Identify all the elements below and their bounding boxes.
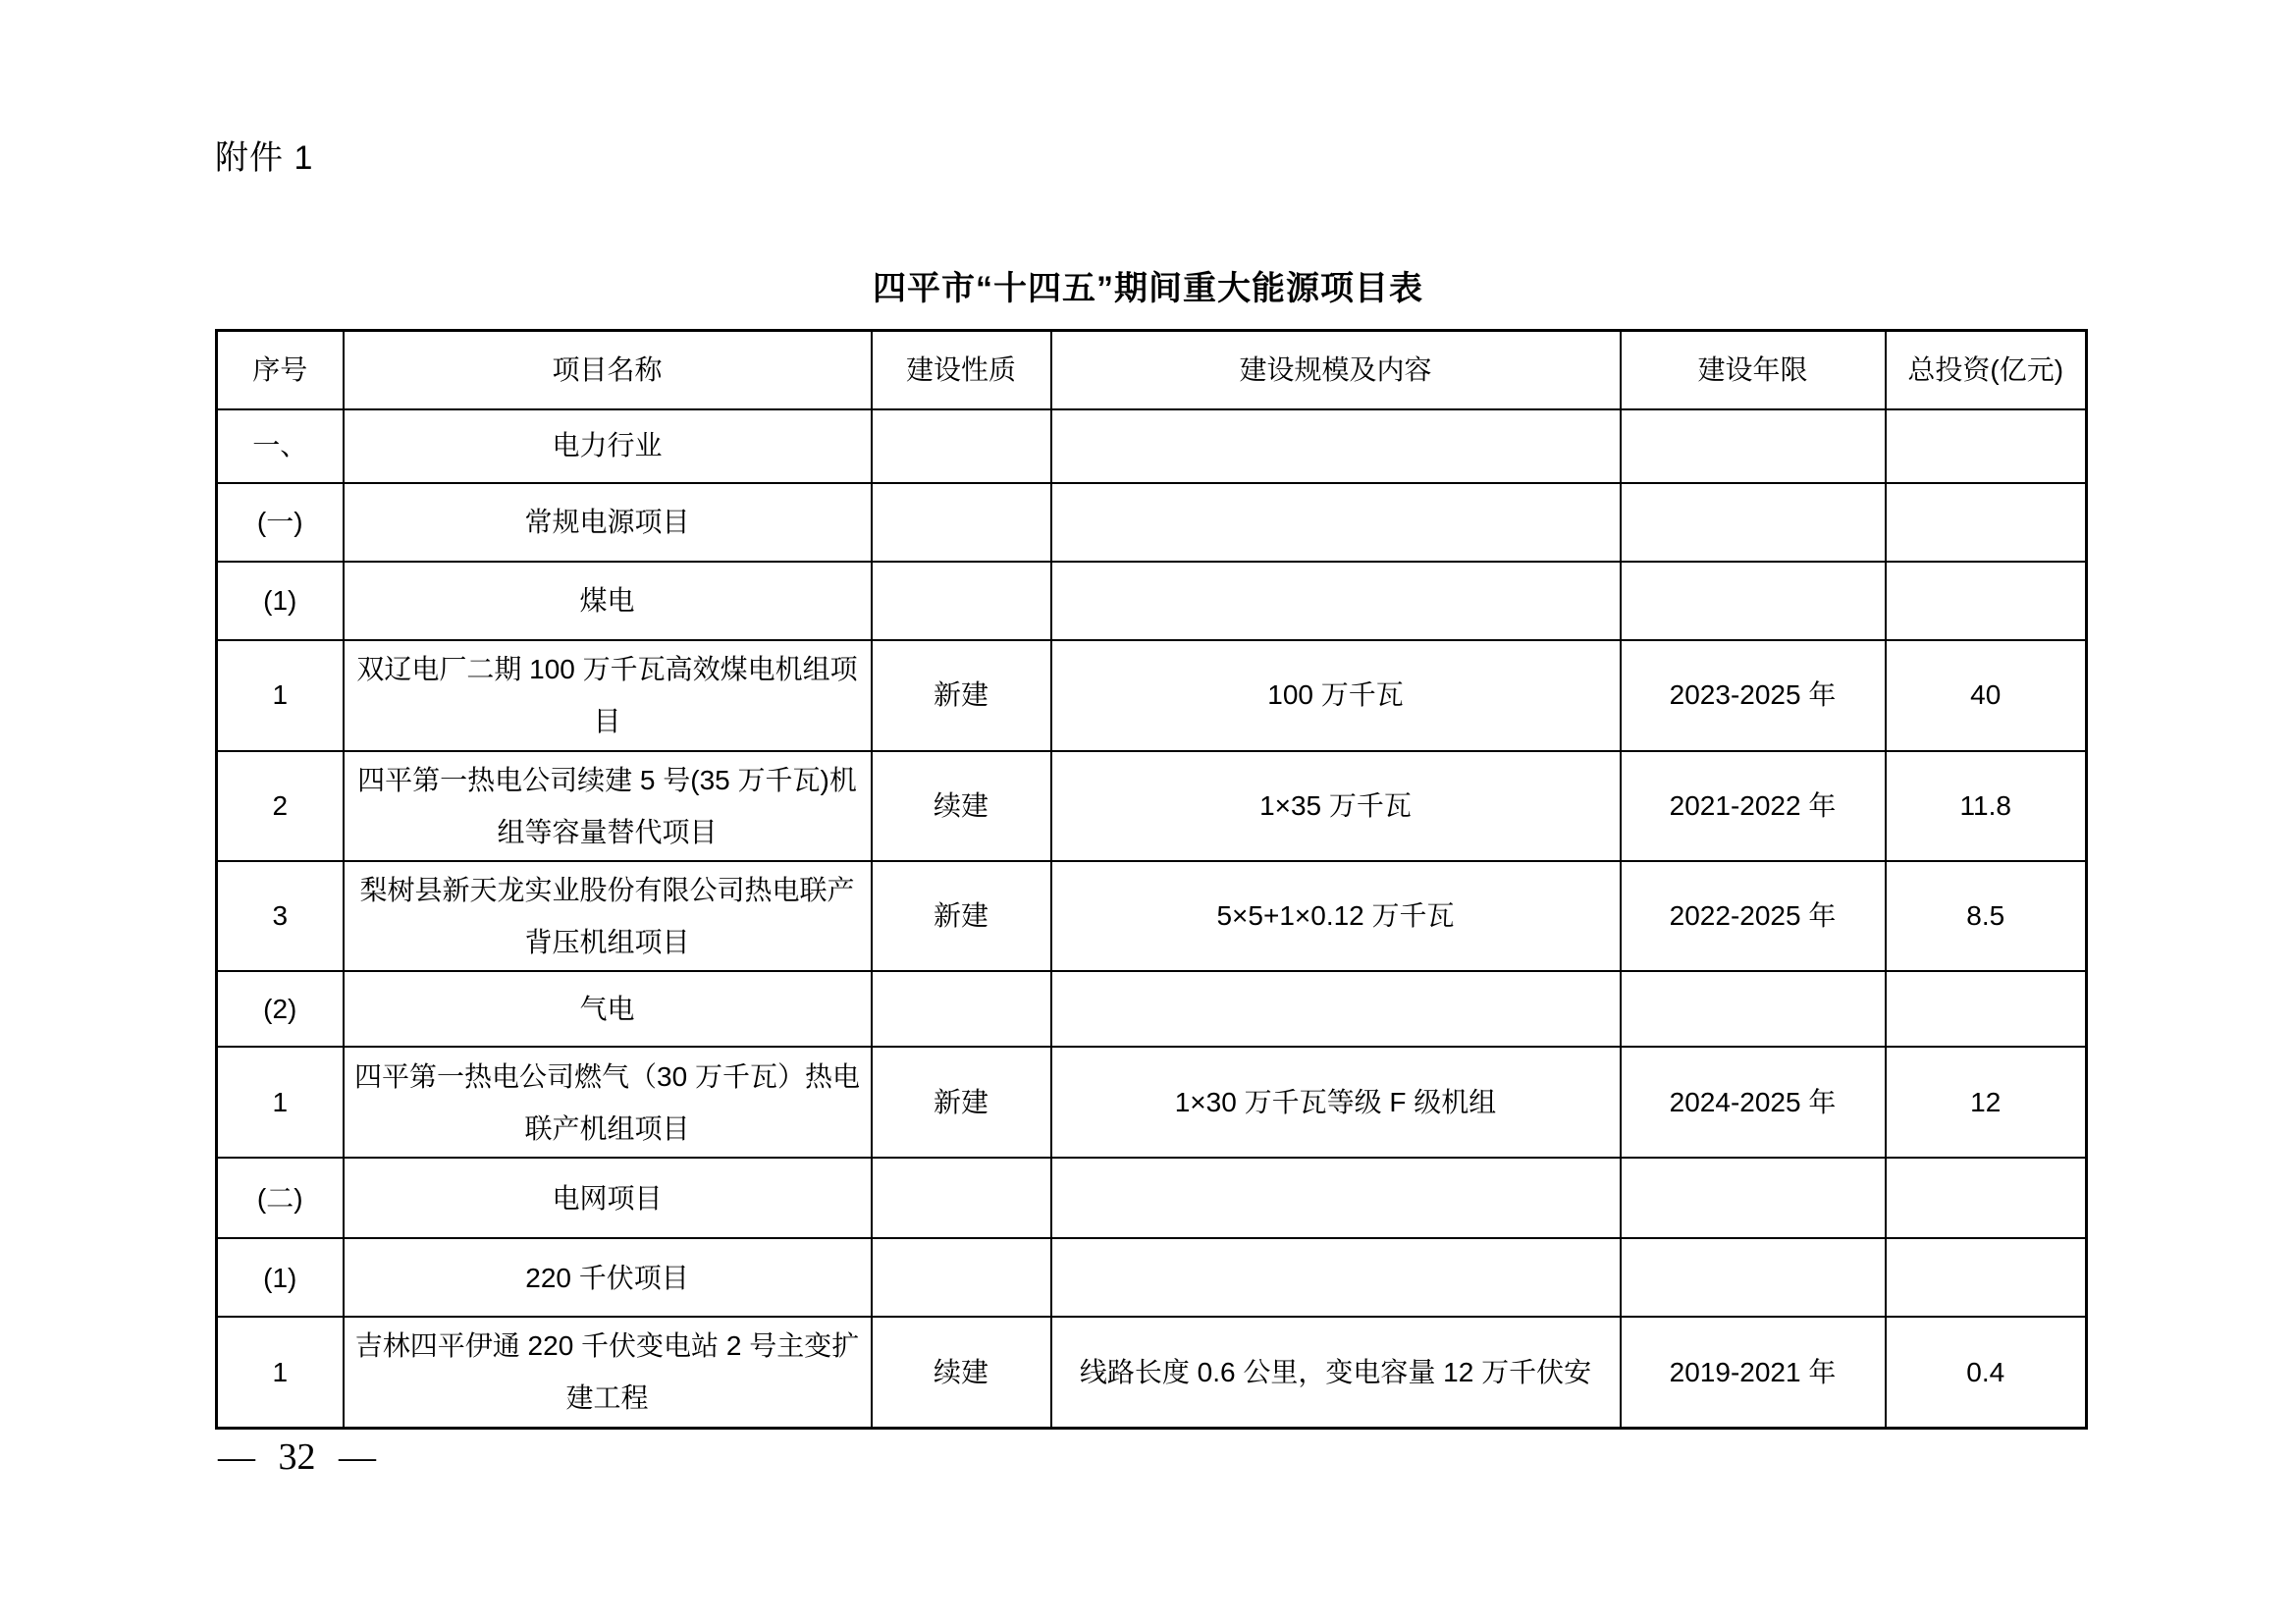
table-cell: (一) bbox=[217, 483, 344, 562]
table-cell: 1 bbox=[217, 640, 344, 751]
table-cell bbox=[1621, 971, 1886, 1047]
table-cell: 四平第一热电公司燃气（30 万千瓦）热电联产机组项目 bbox=[344, 1047, 872, 1158]
table-cell bbox=[1621, 409, 1886, 483]
attachment-label: 附件 1 bbox=[215, 139, 314, 177]
table-cell: 梨树县新天龙实业股份有限公司热电联产背压机组项目 bbox=[344, 861, 872, 971]
table-cell bbox=[1886, 409, 2087, 483]
table-cell bbox=[872, 483, 1051, 562]
table-cell: (2) bbox=[217, 971, 344, 1047]
table-row bbox=[217, 409, 2087, 483]
table-cell bbox=[1886, 562, 2087, 640]
table-row bbox=[217, 1317, 2087, 1428]
page-number: — 32 — bbox=[218, 1436, 376, 1478]
table-row bbox=[217, 861, 2087, 971]
table-cell: 1×30 万千瓦等级 F 级机组 bbox=[1051, 1047, 1621, 1158]
table-cell bbox=[1886, 483, 2087, 562]
table-cell: 220 千伏项目 bbox=[344, 1238, 872, 1317]
table-cell: (1) bbox=[217, 1238, 344, 1317]
table-cell: 续建 bbox=[872, 751, 1051, 861]
table-row bbox=[217, 971, 2087, 1047]
table-cell bbox=[1621, 1158, 1886, 1238]
table-cell: 煤电 bbox=[344, 562, 872, 640]
table-cell bbox=[1886, 1158, 2087, 1238]
table-cell bbox=[1886, 971, 2087, 1047]
table-cell bbox=[1621, 562, 1886, 640]
header-cell-scale-content: 建设规模及内容 bbox=[1051, 331, 1621, 409]
table-cell: 双辽电厂二期 100 万千瓦高效煤电机组项目 bbox=[344, 640, 872, 751]
table-cell bbox=[1051, 1238, 1621, 1317]
table-cell: 一、 bbox=[217, 409, 344, 483]
table-cell bbox=[872, 562, 1051, 640]
table-cell: (1) bbox=[217, 562, 344, 640]
table-row bbox=[217, 1158, 2087, 1238]
table-cell bbox=[872, 409, 1051, 483]
table-cell bbox=[1051, 409, 1621, 483]
table-cell bbox=[1621, 483, 1886, 562]
table-cell bbox=[872, 971, 1051, 1047]
table-cell: 常规电源项目 bbox=[344, 483, 872, 562]
table-row bbox=[217, 1047, 2087, 1158]
table-cell bbox=[1051, 483, 1621, 562]
table-cell: 3 bbox=[217, 861, 344, 971]
table-cell: 11.8 bbox=[1886, 751, 2087, 861]
table-cell: 1 bbox=[217, 1047, 344, 1158]
table-cell: 新建 bbox=[872, 861, 1051, 971]
table-cell: 电力行业 bbox=[344, 409, 872, 483]
header-cell-construction-nature: 建设性质 bbox=[872, 331, 1051, 409]
table-cell bbox=[872, 1238, 1051, 1317]
table-cell bbox=[1051, 971, 1621, 1047]
header-cell-index: 序号 bbox=[217, 331, 344, 409]
projects-table bbox=[215, 329, 2088, 1430]
table-cell bbox=[1051, 562, 1621, 640]
table-cell: 续建 bbox=[872, 1317, 1051, 1428]
table-cell bbox=[1051, 1158, 1621, 1238]
header-cell-total-investment: 总投资(亿元) bbox=[1886, 331, 2087, 409]
header-cell-project-name: 项目名称 bbox=[344, 331, 872, 409]
table-row bbox=[217, 562, 2087, 640]
table-cell: 新建 bbox=[872, 640, 1051, 751]
table-row bbox=[217, 640, 2087, 751]
table-cell: 新建 bbox=[872, 1047, 1051, 1158]
table-cell: 2 bbox=[217, 751, 344, 861]
table-cell: 100 万千瓦 bbox=[1051, 640, 1621, 751]
table-cell: 吉林四平伊通 220 千伏变电站 2 号主变扩建工程 bbox=[344, 1317, 872, 1428]
table-cell: 12 bbox=[1886, 1047, 2087, 1158]
table-cell: 电网项目 bbox=[344, 1158, 872, 1238]
table-cell: 1×35 万千瓦 bbox=[1051, 751, 1621, 861]
table-cell: 2021-2022 年 bbox=[1621, 751, 1886, 861]
table-cell bbox=[872, 1158, 1051, 1238]
table-header-row bbox=[217, 331, 2087, 409]
header-cell-construction-period: 建设年限 bbox=[1621, 331, 1886, 409]
table-cell: 5×5+1×0.12 万千瓦 bbox=[1051, 861, 1621, 971]
table-cell: 40 bbox=[1886, 640, 2087, 751]
table-cell: 0.4 bbox=[1886, 1317, 2087, 1428]
table-cell bbox=[1886, 1238, 2087, 1317]
table-cell bbox=[1621, 1238, 1886, 1317]
table-row bbox=[217, 1238, 2087, 1317]
table-cell: 2022-2025 年 bbox=[1621, 861, 1886, 971]
table-cell: 2024-2025 年 bbox=[1621, 1047, 1886, 1158]
table-row bbox=[217, 483, 2087, 562]
table-cell: (二) bbox=[217, 1158, 344, 1238]
table-cell: 线路长度 0.6 公里，变电容量 12 万千伏安 bbox=[1051, 1317, 1621, 1428]
table-cell: 2023-2025 年 bbox=[1621, 640, 1886, 751]
table-cell: 1 bbox=[217, 1317, 344, 1428]
table-cell: 气电 bbox=[344, 971, 872, 1047]
page-title: 四平市“十四五”期间重大能源项目表 bbox=[873, 270, 1423, 307]
table-cell: 2019-2021 年 bbox=[1621, 1317, 1886, 1428]
table-cell: 四平第一热电公司续建 5 号(35 万千瓦)机组等容量替代项目 bbox=[344, 751, 872, 861]
table-row bbox=[217, 751, 2087, 861]
table-cell: 8.5 bbox=[1886, 861, 2087, 971]
